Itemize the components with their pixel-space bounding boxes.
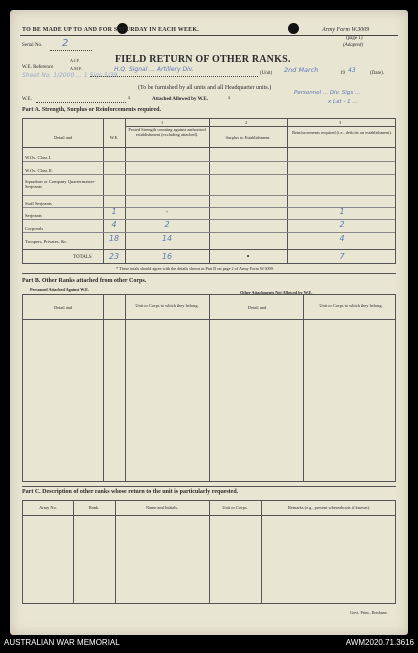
row-label-wo-class-2: W.Os. Class II. xyxy=(25,168,53,173)
part-c-table xyxy=(22,500,396,604)
handwritten-year: 43 xyxy=(348,67,356,74)
part-b-header-unit-2: Unit or Corps to which they belong. xyxy=(319,303,383,308)
x-mark: x xyxy=(128,96,131,101)
corporals-reinforcements: 2 xyxy=(339,220,345,229)
aif-label: A.I.F. xyxy=(70,58,80,63)
serjeants-reinforcements: 1 xyxy=(339,207,345,216)
we-label: W.E. xyxy=(22,97,32,102)
serial-label: Serial No. xyxy=(22,43,43,48)
totals-we: 23 xyxy=(108,252,120,261)
part-c-header-rank: Rank. xyxy=(88,505,100,510)
row-label-staff-serjeants: Staff Serjeants xyxy=(25,201,52,206)
serjeants-posted: - xyxy=(165,207,169,216)
year-prefix: 19 xyxy=(340,71,345,76)
header-detail: Detail and xyxy=(53,135,73,140)
header-we: W.E. xyxy=(109,135,119,140)
x-mark: x xyxy=(228,96,231,101)
corporals-posted: 2 xyxy=(164,220,170,229)
handwritten-xlat: x Lat - 1 ... xyxy=(328,99,358,105)
part-a-title: Part A. Strength, Surplus or Reinforcements required. xyxy=(22,107,161,113)
amf-label: A.M.F. xyxy=(70,66,82,71)
army-form-adapted: (Adapted) xyxy=(343,43,363,48)
part-c-header-name: Name and Initials. xyxy=(145,505,179,510)
part-b-title: Part B. Other Ranks attached from other Corps. xyxy=(22,278,147,284)
printer-imprint: Govt. Print., Brisbane. xyxy=(350,610,388,615)
divider xyxy=(22,486,396,487)
col-num-3: 3 xyxy=(339,120,342,125)
row-label-troopers: Troopers, Privates, &c. xyxy=(25,239,68,244)
furnish-note: (To be furnished by all units and all Headquarter units.) xyxy=(138,85,272,91)
top-instruction: TO BE MADE UP TO AND FOR SATURDAY IN EACH WEEK. xyxy=(22,27,199,33)
army-form-number: Army Form W.3009 xyxy=(322,27,370,33)
form-sheet xyxy=(10,10,408,635)
handwritten-reference: Sheet No. 1/2000 ... 1 Sigs 5/39 xyxy=(22,72,118,79)
part-b-header-unit: Unit or Corps to which they belong. xyxy=(135,303,199,308)
part-b-sub-right: Other Attachments Not Allowed by W.E. xyxy=(240,290,313,295)
row-label-cqms: Squadron or Company Quartermaster-Serjeants xyxy=(25,179,96,189)
divider xyxy=(20,35,398,36)
part-c-header-remarks: Remarks (e.g., present whereabouts if known). xyxy=(287,505,371,510)
troopers-reinforcements: 4 xyxy=(339,234,345,243)
part-c-title: Part C. Description of other ranks whose return to the unit is particularly requested. xyxy=(22,489,239,495)
part-b-header-detail: Detail and xyxy=(53,305,73,310)
part-b-header-detail-2: Detail and xyxy=(247,305,267,310)
totals-surplus: • xyxy=(246,252,250,261)
serial-line xyxy=(50,50,92,51)
col-num-2: 2 xyxy=(245,120,248,125)
footer-accession-number: AWM2020.71.3616 xyxy=(345,638,414,647)
footer-institution: AUSTRALIAN WAR MEMORIAL xyxy=(4,638,120,647)
totals-label: TOTALS xyxy=(73,255,92,260)
troopers-posted: 14 xyxy=(161,234,173,243)
we-line xyxy=(36,102,126,103)
handwritten-personnel: Personnel ... Div. Sigs ... xyxy=(294,90,361,96)
part-c-header-army-no: Army No. xyxy=(39,505,57,510)
attached-allowed-label: Attached Allowed by W.E. xyxy=(152,97,208,102)
row-label-serjeants: Serjeants xyxy=(25,213,42,218)
date-label: (Date). xyxy=(370,71,385,76)
row-label-wo-class-1: W.Os. Class I. xyxy=(25,155,52,160)
part-b-table xyxy=(22,294,396,482)
header-surplus: Surplus to Establishment. xyxy=(225,135,271,140)
corporals-we: 4 xyxy=(111,220,117,229)
row-label-corporals: Corporals xyxy=(25,226,44,231)
army-form-page: (page 1) xyxy=(346,36,363,41)
totals-posted: 16 xyxy=(161,252,173,261)
header-posted-strength: Posted Strength counting against authorized establishment (excluding attached). xyxy=(128,127,206,137)
unit-label: (Unit) xyxy=(260,71,273,76)
form-title: FIELD RETURN OF OTHER RANKS. xyxy=(115,54,291,65)
part-b-sub-left: Personnel Attached Against W.E. xyxy=(30,287,89,292)
part-c-header-unit: Unit or Corps. xyxy=(222,505,248,510)
troopers-we: 18 xyxy=(108,234,120,243)
serjeants-we: 1 xyxy=(111,207,117,216)
serial-value: 2 xyxy=(62,38,69,49)
handwritten-unit: H.Q. Signal ... Artillery Div. xyxy=(114,66,194,73)
totals-reinforcements: 7 xyxy=(339,252,345,261)
punch-hole xyxy=(288,23,299,34)
we-reference-label: W.E. Reference xyxy=(22,65,54,70)
col-num-1: 1 xyxy=(161,120,164,125)
divider xyxy=(22,273,396,274)
totals-note: * These totals should agree with the details shown in Part D on page 2 of Army Form W.3009. xyxy=(116,266,274,271)
unit-line xyxy=(90,76,258,77)
handwritten-date: 2nd March xyxy=(284,66,319,74)
header-reinforcements: Reinforcements required (i.e., deficits on establishment). xyxy=(292,130,392,135)
part-a-table xyxy=(22,118,396,264)
